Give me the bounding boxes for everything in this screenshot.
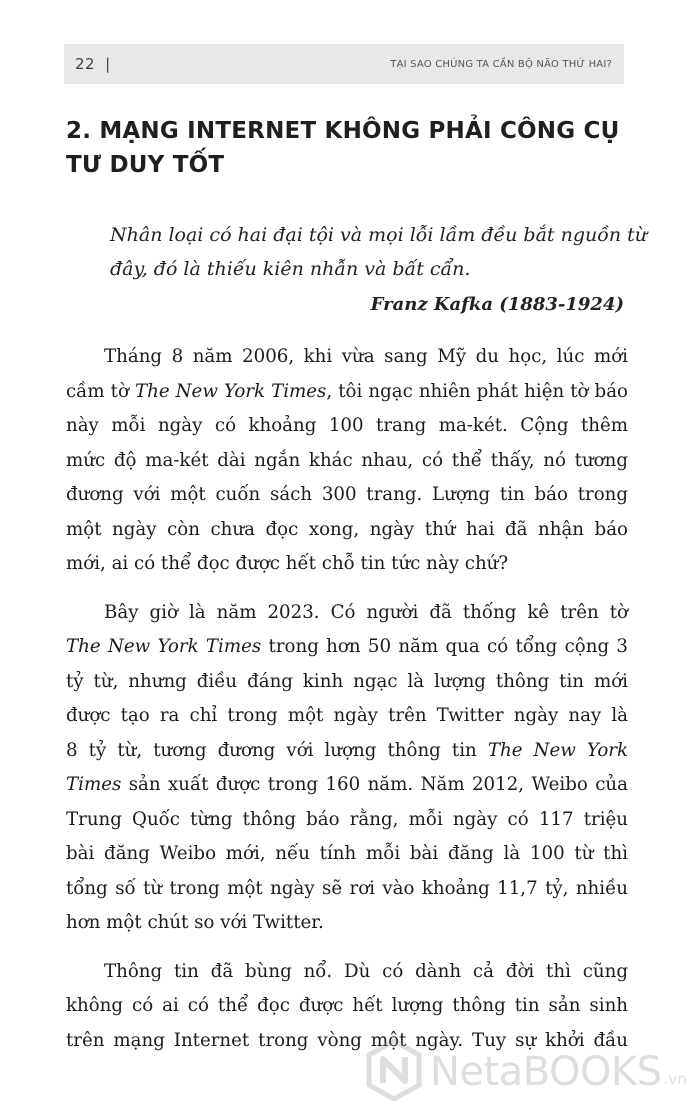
running-title: TẠI SAO CHÚNG TA CẦN BỘ NÃO THỨ HAI? [390, 58, 612, 70]
text-line: không có ai có thể đọc được hết lượng thông tin sản sinh [66, 995, 628, 1016]
watermark-suffix: .vn [663, 1070, 687, 1088]
n-hexagon-logo-icon [366, 1039, 422, 1105]
epigraph-attribution: Franz Kafka (1883-1924) [370, 294, 624, 315]
text-line: mức độ ma-két dài ngắn khác nhau, có thể thấy, nó tương [66, 449, 628, 471]
chapter-title [66, 114, 626, 182]
watermark [366, 1032, 686, 1112]
text-line: một ngày còn chưa đọc xong, ngày thứ hai đã nhận báo [66, 518, 628, 540]
text-line: The New York Times trong hơn 50 năm qua có tổng cộng 3 [66, 636, 628, 657]
text-line: mới, ai có thể đọc được hết chỗ tin tức này chứ? [66, 553, 509, 574]
text-line: Trung Quốc từng thông báo rằng, mỗi ngày có 117 triệu [66, 808, 628, 830]
body-text [66, 340, 628, 1072]
text-line: này mỗi ngày có khoảng 100 trang ma-két. Cộng thêm [66, 415, 628, 436]
epigraph-line: Nhân loại có hai đại tội và mọi lỗi lầm đều bắt nguồn từ [110, 224, 647, 246]
text-line: tổng số từ trong một ngày sẽ rơi vào khoảng 11,7 tỷ, nhiều [66, 877, 628, 899]
text-line: Thông tin đã bùng nổ. Dù có dành cả đời thì cũng [104, 960, 628, 982]
text-line: đương với một cuốn sách 300 trang. Lượng tin báo trong [66, 484, 628, 505]
text-line: cầm tờ The New York Times, tôi ngạc nhiên phát hiện tờ báo [66, 380, 628, 402]
text-line: trên mạng Internet trong vòng một ngày. Tuy sự khởi đầu [66, 1029, 628, 1051]
chapter-title-line: 2. MẠNG INTERNET KHÔNG PHẢI CÔNG CỤ [66, 118, 620, 144]
epigraph-line: đây, đó là thiếu kiên nhẫn và bất cẩn. [110, 258, 471, 280]
chapter-title-line: TƯ DUY TỐT [66, 152, 225, 178]
text-line: Times sản xuất được trong 160 năm. Năm 2012, Weibo của [66, 774, 628, 795]
page-header [64, 44, 624, 84]
watermark-brand: NetaBOOKS [430, 1049, 662, 1095]
paragraph [66, 596, 628, 941]
text-line: tỷ từ, nhưng điều đáng kinh ngạc là lượng thông tin mới [66, 670, 628, 692]
text-line: Tháng 8 năm 2006, khi vừa sang Mỹ du học, lúc mới [104, 346, 628, 367]
epigraph [110, 218, 647, 286]
text-line: 8 tỷ từ, tương đương với lượng thông tin The New York [66, 739, 628, 761]
header-separator: | [105, 55, 111, 73]
text-line: hơn một chút so với Twitter. [66, 912, 324, 933]
text-line: bài đăng Weibo mới, nếu tính mỗi bài đăng là 100 từ thì [66, 843, 628, 864]
text-line: Bây giờ là năm 2023. Có người đã thống kê trên tờ [104, 601, 628, 623]
paragraph [66, 340, 628, 582]
page-number: 22 [75, 55, 96, 73]
text-line: được tạo ra chỉ trong một ngày trên Twitter ngày nay là [66, 705, 628, 726]
